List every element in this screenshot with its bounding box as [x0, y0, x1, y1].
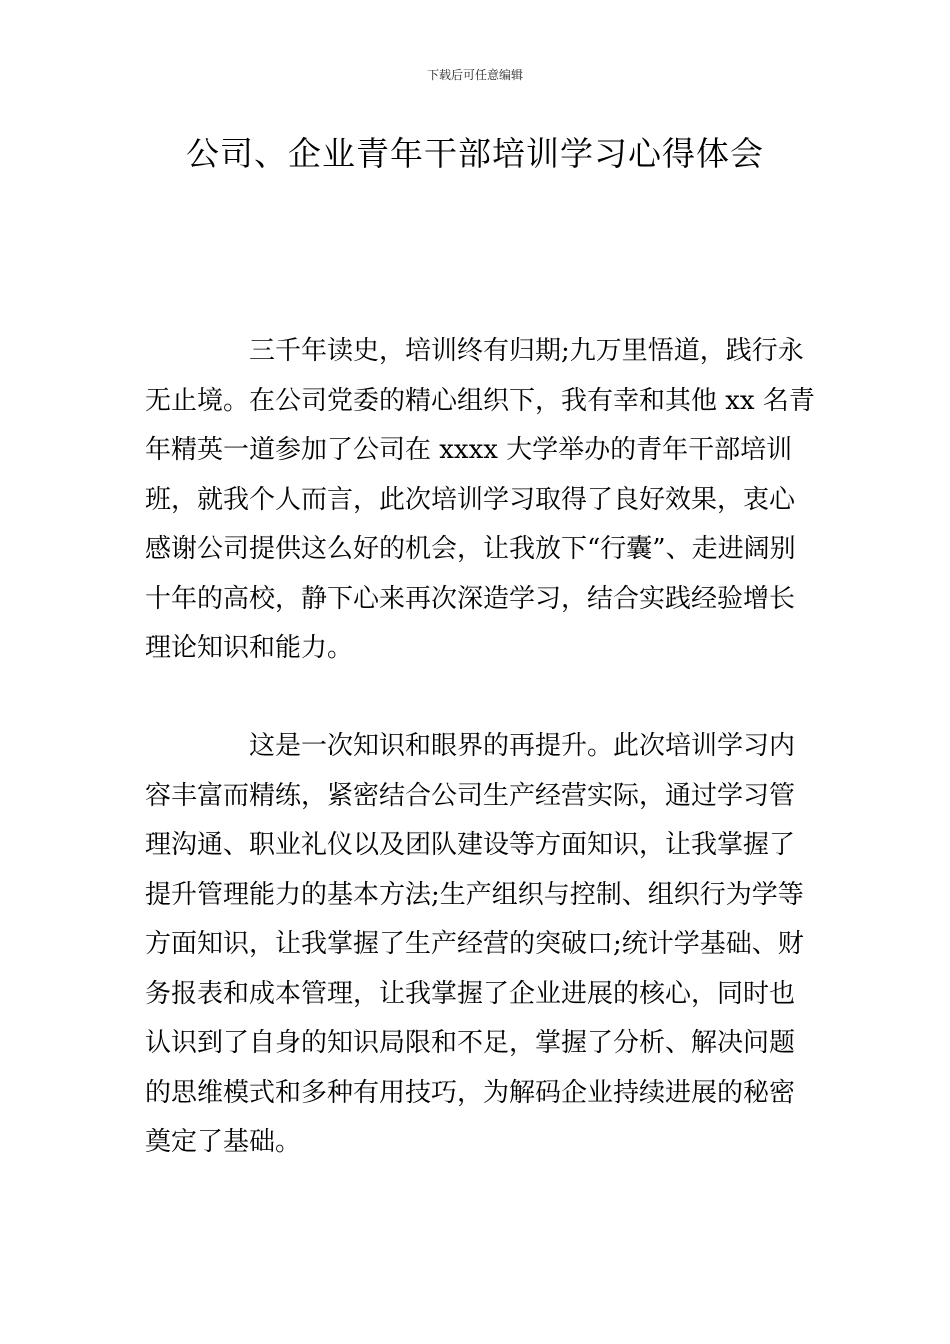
paragraph-1: 三千年读史，培训终有归期;九万里悟道，践行永无止境。在公司党委的精心组织下，我有幸和其他 xx 名青年精英一道参加了公司在 xxxx 大学举办的青年干部培训班，就我个人而言，此次培训学习取得了良好效果，衷心感谢公司提供这么好的机会，让我放下“行囊”、走进阔别十年的高校，静下心来再次深造学习，结合实践经验增长理论知识和能力。	[145, 336, 815, 663]
header-note: 下载后可任意编辑	[426, 68, 523, 82]
paragraph-2: 这是一次知识和眼界的再提升。此次培训学习内容丰富而精练，紧密结合公司生产经营实际，通过学习管理沟通、职业礼仪以及团队建设等方面知识，让我掌握了提升管理能力的基本方法;生产组织与控制、组织行为学等方面知识，让我掌握了生产经营的突破口;统计学基础、财务报表和成本管理，让我掌握了企业进展的核心，同时也认识到了自身的知识局限和不足，掌握了分析、解决问题的思维模式和多种有用技巧，为解码企业持续进展的秘密奠定了基础。	[145, 731, 804, 1157]
document-title: 公司、企业青年干部培训学习心得体会	[186, 134, 764, 173]
